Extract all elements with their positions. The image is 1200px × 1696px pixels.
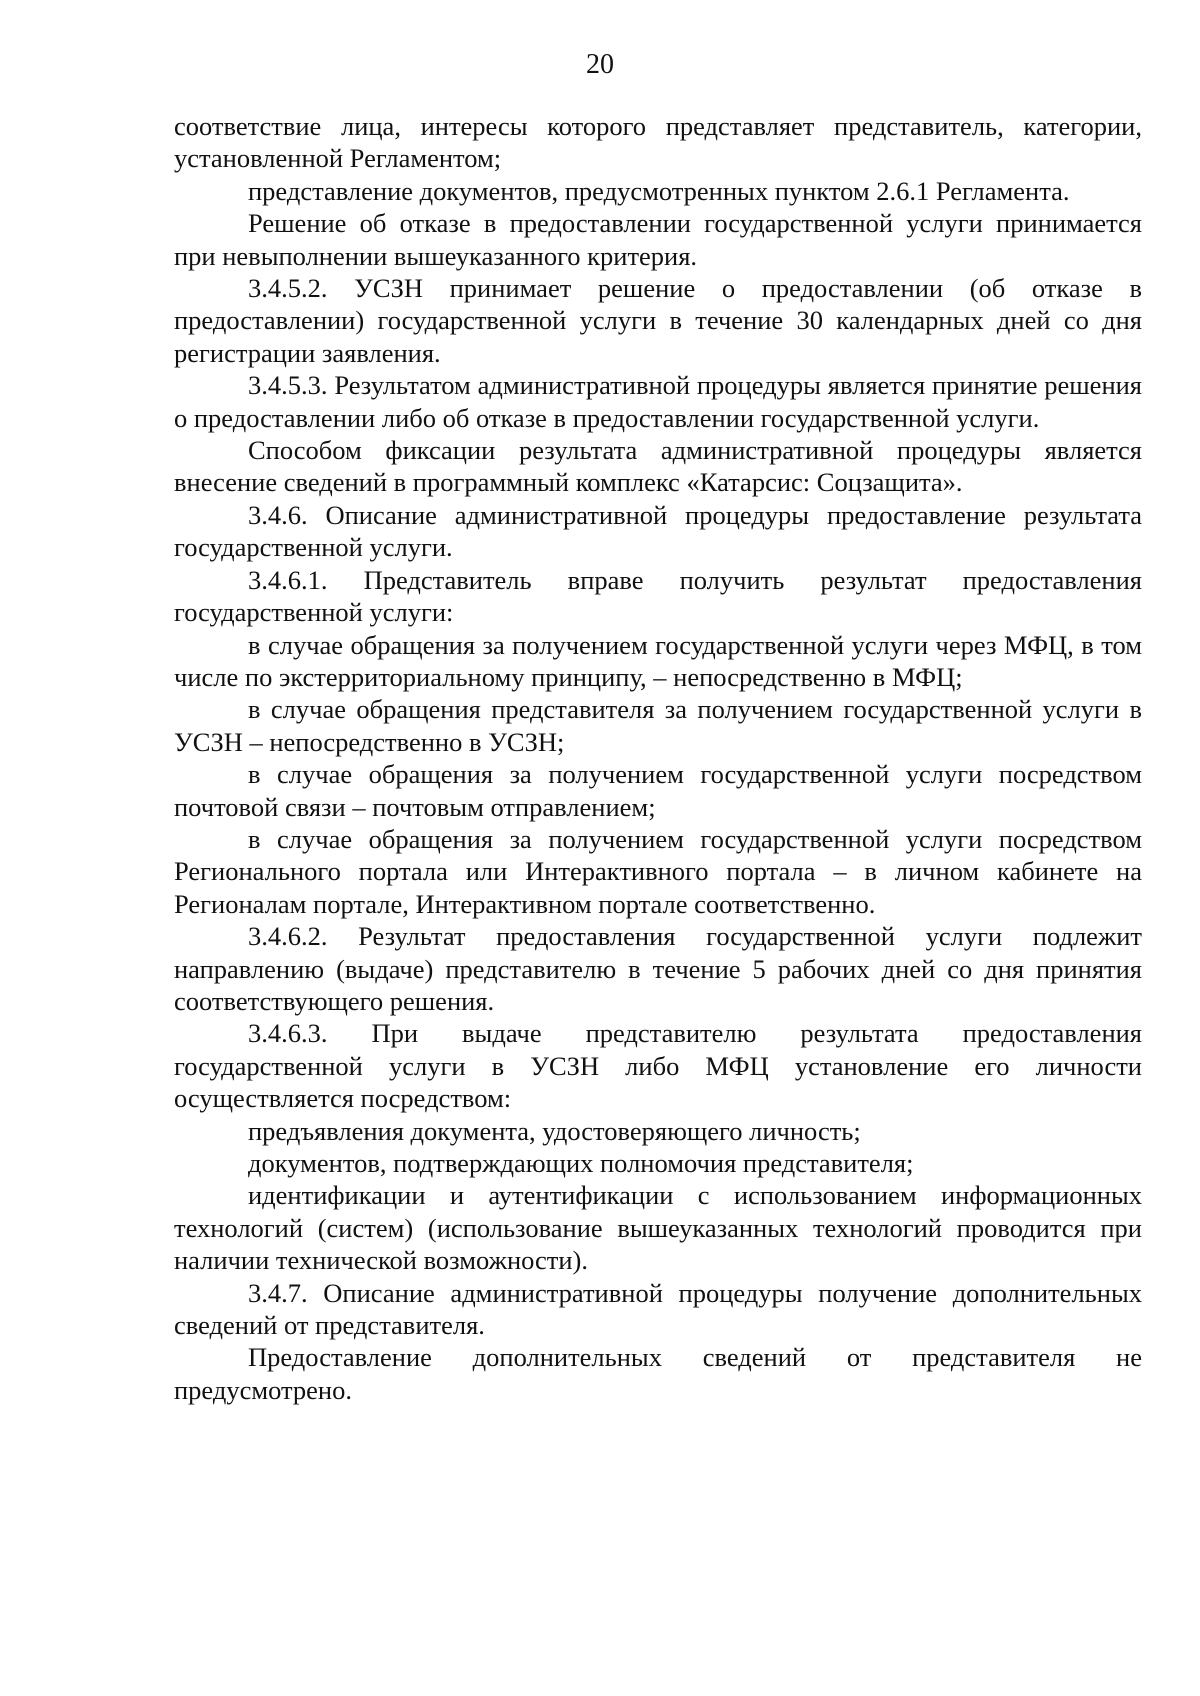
document-body — [174, 110, 1142, 1406]
page-number: 20 — [586, 49, 614, 80]
paragraph: 3.4.6.1. Представитель вправе получить результат предоставления государственной услуги: — [174, 564, 1142, 628]
paragraph: 3.4.7. Описание административной процедуры получение дополнительных сведений от представителя. — [174, 1277, 1142, 1341]
paragraph: Способом фиксации результата административной процедуры является внесение сведений в программный комплекс «Катарсис: Соцзащита». — [174, 435, 1142, 498]
paragraph: представление документов, предусмотренных пунктом 2.6.1 Регламента. — [248, 175, 1070, 206]
paragraph: соответствие лица, интересы которого представляет представитель, категории, установленной Регламентом; — [174, 111, 1142, 174]
paragraph: 3.4.6.2. Результат предоставления государственной услуги подлежит направлению (выдаче) представителю в течение 5 рабочих дней со дня принятия соответствующего решения. — [174, 921, 1142, 1016]
paragraph: Решение об отказе в предоставлении государственной услуги принимается при невыполнении вышеуказанного критерия. — [174, 208, 1142, 271]
paragraph: в случае обращения за получением государственной услуги посредством Регионального портала или Интерактивного портала – в личном кабинете на Регионалам портале, Интерактивном портале соответственно. — [174, 823, 1142, 919]
paragraph: Предоставление дополнительных сведений от представителя не предусмотрено. — [174, 1342, 1142, 1405]
paragraph: 3.4.6. Описание административной процедуры предоставление результата государственной услуги. — [174, 499, 1142, 563]
paragraph: документов, подтверждающих полномочия представителя; — [248, 1148, 914, 1178]
paragraph: 3.4.5.2. УСЗН принимает решение о предоставлении (об отказе в предоставлении) государственной услуги в течение 30 календарных дней со дня регистрации заявления. — [174, 273, 1142, 368]
paragraph: 3.4.5.3. Результатом административной процедуры является принятие решения о предоставлении либо об отказе в предоставлении государственной услуги. — [174, 370, 1142, 433]
paragraph: 3.4.6.3. При выдаче представителю результата предоставления государственной услуги в УСЗН либо МФЦ установление его личности осуществляется посредством: — [174, 1018, 1142, 1114]
paragraph: в случае обращения за получением государственной услуги посредством почтовой связи – почтовым отправлением; — [174, 759, 1142, 822]
paragraph: в случае обращения представителя за получением государственной услуги в УСЗН – непосредственно в УСЗН; — [174, 694, 1142, 757]
paragraph: предъявления документа, удостоверяющего личность; — [248, 1115, 861, 1146]
paragraph: в случае обращения за получением государственной услуги через МФЦ, в том числе по экстерриториальному принципу, – непосредственно в МФЦ; — [174, 629, 1142, 692]
paragraph: идентификации и аутентификации с использованием информационных технологий (систем) (использование вышеуказанных технологий проводится при наличии технической возможности). — [174, 1180, 1142, 1276]
